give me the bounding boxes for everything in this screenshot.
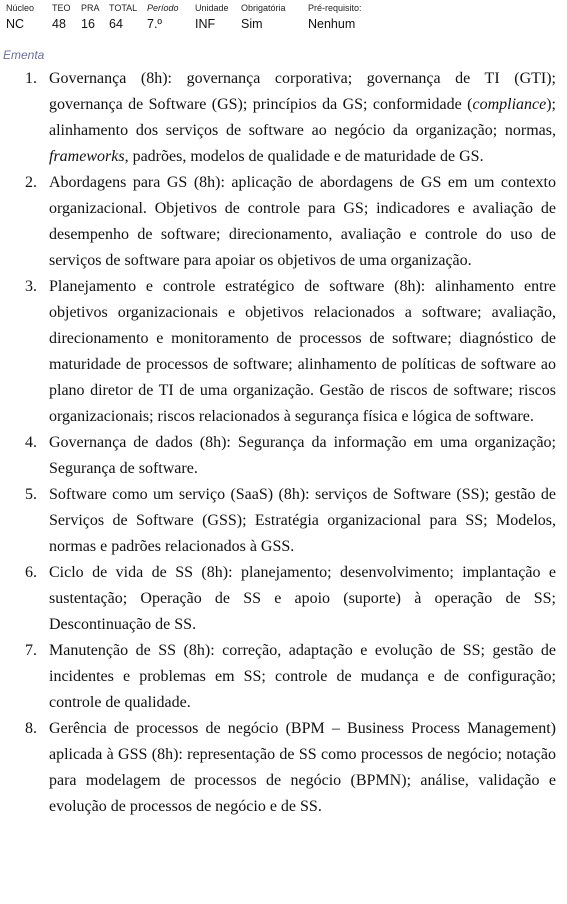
syllabus-item-4 [0,430,567,482]
unit-column [195,2,229,32]
item-number: 5. [25,486,37,503]
item-text-italic: compliance [472,96,547,113]
item-text-italic: frameworks [49,148,125,165]
course-info-header [0,0,567,40]
theory-hours-label: TEO [52,3,71,13]
item-text-part: , padrões, modelos de qualidade e de maturidade de GS. [124,148,484,165]
item-text: Software como um serviço (SaaS) (8h): serviços de Software (SS); gestão de Serviços de Software (GSS); Estratégia organizacional para SS; Modelos, normas e padrões relacionados à GSS. [49,486,556,555]
theory-hours-value: 48 [52,17,66,31]
syllabus-item-2 [0,170,567,274]
syllabus-item-7 [0,638,567,716]
practice-hours-value: 16 [81,17,95,31]
total-hours-value: 64 [109,17,123,31]
item-number: 2. [25,174,37,191]
item-number: 8. [25,720,37,737]
item-number: 1. [25,70,37,87]
mandatory-label: Obrigatória [241,3,286,13]
syllabus-list [0,66,567,820]
syllabus-item-6 [0,560,567,638]
item-text-part: ); alinhamento dos serviços de software ao negócio da organização; normas, [49,96,556,139]
item-number: 7. [25,642,37,659]
unit-label: Unidade [195,3,229,13]
item-number: 6. [25,564,37,581]
syllabus-item-3 [0,274,567,430]
total-hours-label: TOTAL [109,3,138,13]
item-text: Gerência de processos de negócio (BPM – Business Process Management) aplicada à GSS (8h): representação de SS como processos de negócio; notação para modelagem de processos de negócio (BPMN); análise, validação e evolução de processos de negócio e de SS. [49,720,556,815]
section-title-ementa: Ementa [3,48,45,62]
practice-hours-label: PRA [81,3,100,13]
item-text: Planejamento e controle estratégico de software (8h): alinhamento entre objetivos organizacionais e objetivos relacionados a software; avaliação, direcionamento e monitoramento de processos de software; diagnóstico de maturidade de processos de software; alinhamento de políticas de software ao plano diretor de TI de uma organização. Gestão de riscos de software; riscos organizacionais; riscos relacionados à segurança física e lógica de software. [49,278,556,425]
syllabus-item-5 [0,482,567,560]
practice-hours-column [81,2,100,32]
total-hours-column [109,2,137,32]
item-text: Manutenção de SS (8h): correção, adaptação e evolução de SS; gestão de incidentes e problemas em SS; controle de mudança e de configuração; controle de qualidade. [49,642,556,711]
syllabus-item-8 [0,716,567,820]
prerequisite-column [308,2,362,32]
core-label: Núcleo [6,3,35,13]
item-text-part: Governança (8h): governança corporativa; governança de TI (GTI); governança de Software (GS); princípios da GS; conformidade ( [49,70,556,113]
prerequisite-value: Nenhum [308,17,356,31]
unit-value: INF [195,17,216,31]
mandatory-value: Sim [241,17,263,31]
item-text: Abordagens para GS (8h): aplicação de abordagens de GS em um contexto organizacional. Objetivos de controle para GS; indicadores e avaliação de desempenho de software; direcionamento, avaliação e controle do uso de serviços de software para apoiar os objetivos de uma organização. [49,174,556,269]
theory-hours-column [52,2,71,32]
mandatory-column [241,2,286,32]
item-number: 4. [25,434,37,451]
item-text: Ciclo de vida de SS (8h): planejamento; desenvolvimento; implantação e sustentação; Operação de SS e apoio (suporte) à operação de SS; Descontinuação de SS. [49,564,556,633]
period-value: 7.º [147,17,162,31]
period-label: Período [147,3,179,13]
core-value: NC [6,17,25,31]
item-text: Governança de dados (8h): Segurança da informação em uma organização; Segurança de software. [49,434,556,477]
item-number: 3. [25,278,37,295]
prerequisite-label: Pré-requisito: [308,3,362,13]
core-column [6,2,34,32]
syllabus-item-1 [0,66,567,170]
period-column [147,2,179,32]
